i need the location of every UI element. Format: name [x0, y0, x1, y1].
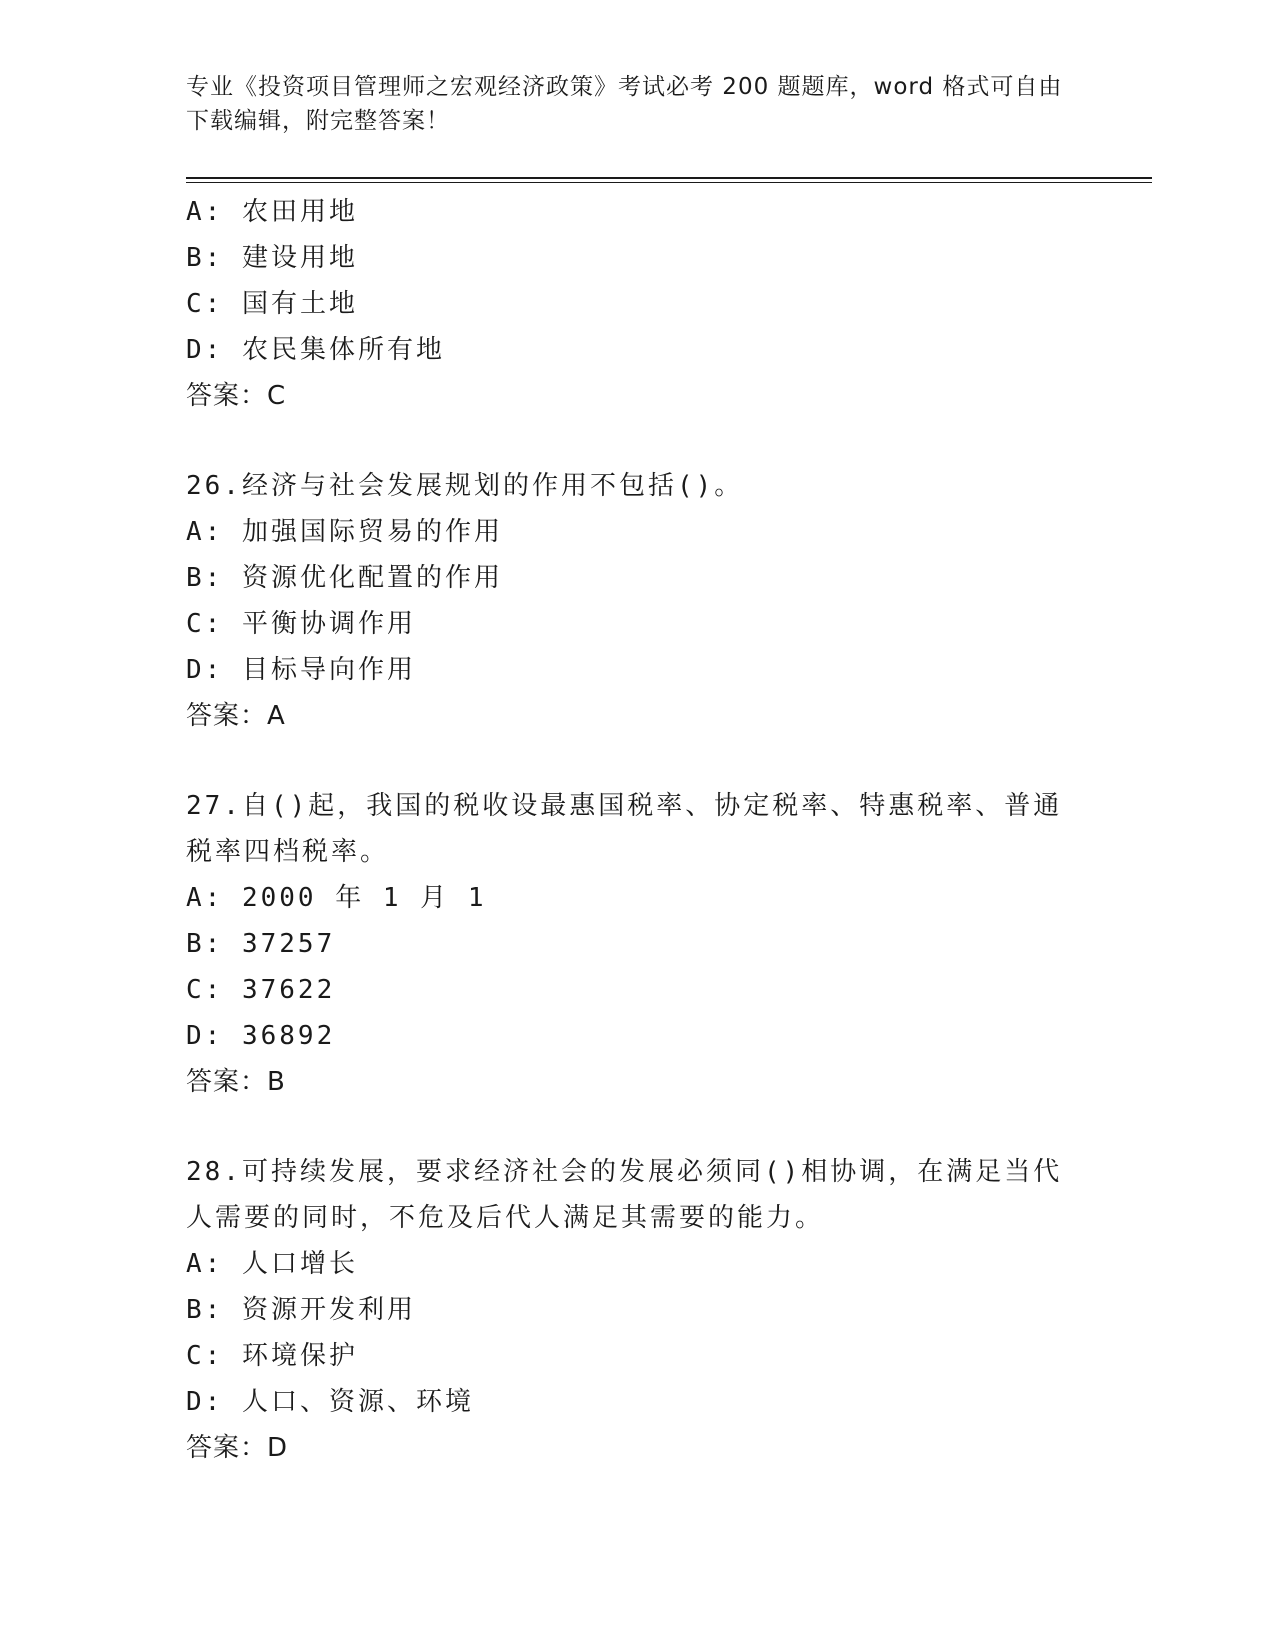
- option-a: A: 2000 年 1 月 1: [186, 883, 487, 913]
- answer: 答案：D: [186, 1433, 289, 1463]
- option-c: C: 37622: [186, 975, 336, 1005]
- document-header: [186, 70, 1066, 138]
- option-d: D: 农民集体所有地: [186, 335, 445, 365]
- option-d: D: 目标导向作用: [186, 655, 416, 685]
- option-c: C: 环境保护: [186, 1341, 358, 1371]
- question-25: [186, 189, 1086, 419]
- option-b: B: 资源优化配置的作用: [186, 563, 503, 593]
- option-a: A: 农田用地: [186, 197, 358, 227]
- option-c: C: 平衡协调作用: [186, 609, 416, 639]
- question-text: 27.自()起，我国的税收设最惠国税率、协定税率、特惠税率、普通税率四档税率。: [186, 791, 1063, 867]
- header-rule-thin: [186, 182, 1152, 183]
- option-b: B: 资源开发利用: [186, 1295, 416, 1325]
- answer: 答案：B: [186, 1067, 286, 1097]
- option-d: D: 人口、资源、环境: [186, 1387, 474, 1417]
- option-b: B: 37257: [186, 929, 336, 959]
- question-28: [186, 1149, 1086, 1471]
- question-text: 26.经济与社会发展规划的作用不包括()。: [186, 471, 744, 501]
- question-26: [186, 463, 1086, 739]
- option-a: A: 人口增长: [186, 1249, 358, 1279]
- option-d: D: 36892: [186, 1021, 336, 1051]
- option-a: A: 加强国际贸易的作用: [186, 517, 503, 547]
- option-b: B: 建设用地: [186, 243, 358, 273]
- question-list: [186, 189, 1086, 1471]
- question-27: [186, 783, 1086, 1105]
- document-title: 专业《投资项目管理师之宏观经济政策》考试必考 200 题题库，word 格式可自由下载编辑，附完整答案！: [186, 74, 1063, 134]
- answer: 答案：A: [186, 701, 286, 731]
- question-text: 28.可持续发展，要求经济社会的发展必须同()相协调，在满足当代人需要的同时，不危及后代人满足其需要的能力。: [186, 1157, 1063, 1233]
- option-c: C: 国有土地: [186, 289, 358, 319]
- header-rule-thick: [186, 177, 1152, 179]
- answer: 答案：C: [186, 381, 287, 411]
